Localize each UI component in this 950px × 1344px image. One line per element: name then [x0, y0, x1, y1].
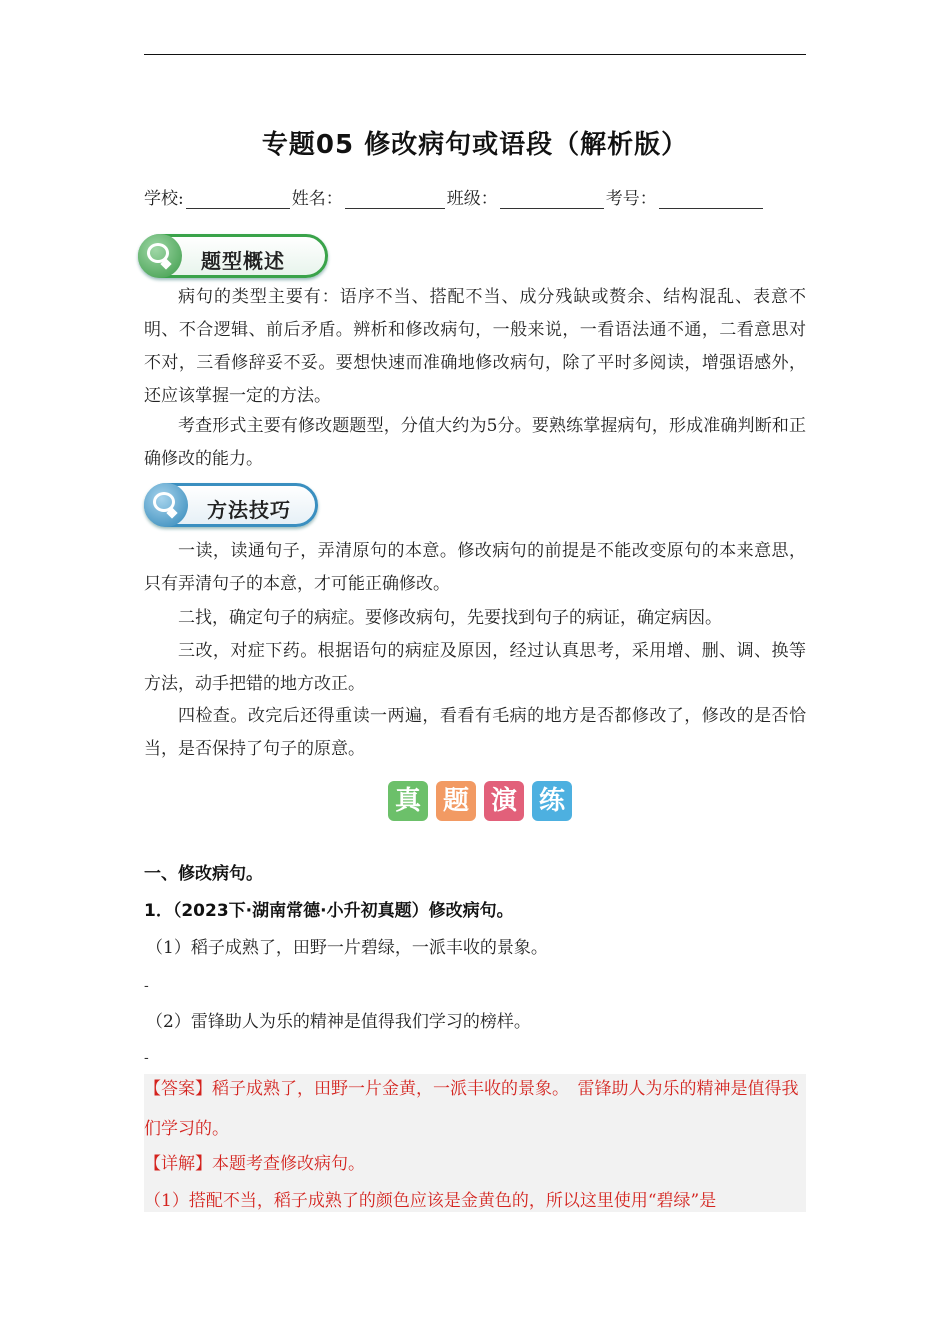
- header-rule: [144, 54, 806, 55]
- method-paragraph-4: 四检查。改完后还得重读一两遍，看看有毛病的地方是否都修改了，修改的是否恰当，是否保持了句子的原意。: [144, 706, 806, 759]
- id-blank[interactable]: [659, 192, 763, 209]
- school-label: 学校:: [144, 189, 184, 209]
- practice-tile-1: 真: [388, 781, 428, 821]
- question-header: [144, 896, 514, 921]
- question-sub-1: （1）稻子成熟了，田野一片碧绿，一派丰收的景象。: [146, 938, 548, 958]
- detail-text: 【详解】本题考查修改病句。: [144, 1154, 365, 1174]
- name-blank[interactable]: [345, 192, 445, 209]
- overview-paragraph-1: 病句的类型主要有：语序不当、搭配不当、成分残缺或赘余、结构混乱、表意不明、不合逻辑、前后矛盾。辨析和修改病句，一般来说，一看语法通不通，二看意思对不对，三看修辞妥不妥。要想快速而准确地修改病句，除了平时多阅读，增强语感外，还应该掌握一定的方法。: [144, 287, 806, 406]
- name-label: 姓名：: [291, 189, 343, 209]
- practice-tile-4: 练: [532, 781, 572, 821]
- practice-tile-2: 题: [436, 781, 476, 821]
- question-number: 1．: [144, 901, 173, 921]
- method-badge-label: 方法技巧: [207, 498, 291, 522]
- answer-text: 【答案】稻子成熟了，田野一片金黄，一派丰收的景象。 雷锋助人为乐的精神是值得我们学习的。: [144, 1079, 799, 1139]
- method-paragraph-2: 二找，确定句子的病症。要修改病句，先要找到句子的病证，确定病因。: [178, 608, 722, 628]
- class-blank[interactable]: [500, 192, 604, 209]
- answer-blank-1[interactable]: -: [144, 978, 149, 994]
- overview-paragraph-2: 考查形式主要有修改题题型，分值大约为5分。要熟练掌握病句，形成准确判断和正确修改的能力。: [144, 416, 806, 469]
- overview-badge: [138, 234, 328, 278]
- speech-bubble-icon: [144, 483, 188, 527]
- method-paragraph-3: 三改，对症下药。根据语句的病症及原因，经过认真思考，采用增、删、调、换等方法，动手把错的地方改正。: [144, 641, 806, 694]
- answer-blank-2[interactable]: -: [144, 1050, 149, 1066]
- method-badge: [144, 483, 318, 527]
- overview-badge-label: 题型概述: [201, 249, 285, 273]
- practice-tile-3: 演: [484, 781, 524, 821]
- explain-text: （1）搭配不当，稻子成熟了的颜色应该是金黄色的，所以这里使用“碧绿”是: [144, 1191, 717, 1211]
- page-title: 专题05 修改病句或语段（解析版）: [261, 130, 689, 160]
- section-title: 一、修改病句。: [144, 864, 263, 884]
- school-blank[interactable]: [186, 192, 290, 209]
- question-sub-2: （2）雷锋助人为乐的精神是值得我们学习的榜样。: [146, 1012, 531, 1032]
- student-info-line: [144, 184, 765, 209]
- class-label: 班级：: [446, 189, 498, 209]
- method-paragraph-1: 一读，读通句子，弄清原句的本意。修改病句的前提是不能改变原句的本来意思，只有弄清句子的本意，才可能正确修改。: [144, 541, 806, 594]
- speech-bubble-icon: [138, 234, 182, 278]
- question-source: （2023下·湖南常德·小升初真题）修改病句。: [172, 901, 514, 921]
- id-label: 考号：: [605, 189, 657, 209]
